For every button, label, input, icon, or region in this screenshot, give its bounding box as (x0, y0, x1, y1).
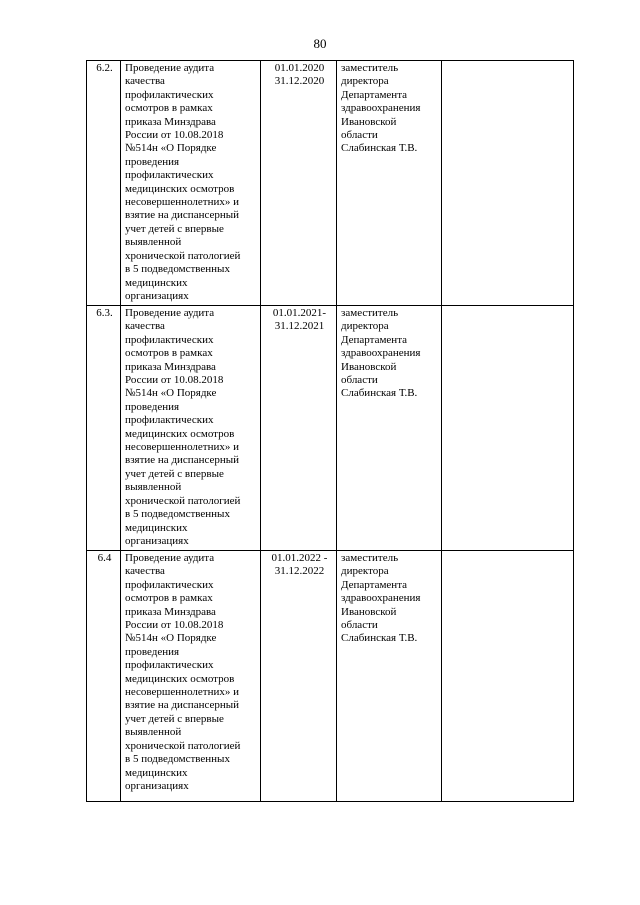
text-line: 31.12.2021 (274, 320, 325, 333)
text-line: профилактических (125, 659, 214, 672)
text-line: профилактических (125, 88, 214, 101)
text-line: хронической патологией (125, 249, 241, 262)
text-line: проведения (125, 400, 180, 413)
text-line: Ивановской (341, 605, 397, 618)
responsible (337, 551, 442, 802)
text-line: медицинских осмотров (125, 182, 235, 195)
text-line: Проведение аудита (125, 307, 215, 319)
text-line: медицинских осмотров (125, 427, 235, 440)
table-row (87, 61, 574, 306)
text-line: проведения (125, 155, 180, 168)
text-line: Проведение аудита (125, 552, 215, 564)
result-cell (442, 61, 574, 306)
text-line: профилактических (125, 414, 214, 427)
text-line: взятие на диспансерный (125, 454, 240, 467)
text-line: Департамента (341, 578, 408, 591)
text-line: медицинских осмотров (125, 672, 235, 685)
text-line: Слабинская Т.В. (341, 387, 418, 400)
table-row (87, 551, 574, 802)
deadline (261, 551, 337, 802)
text-line: области (341, 129, 378, 142)
table-row (87, 306, 574, 551)
text-line: 01.01.2020 (274, 62, 325, 74)
text-line: здравоохранения (341, 592, 421, 605)
text-line: несовершеннолетних» и (125, 441, 240, 454)
text-line: №514н «О Порядке (125, 142, 217, 155)
text-line: осмотров в рамках (125, 592, 213, 605)
item-number: 6.2. (87, 61, 121, 306)
text-line: взятие на диспансерный (125, 209, 240, 222)
text-line: в 5 подведомственных (125, 263, 230, 276)
deadline (261, 61, 337, 306)
text-line: осмотров в рамках (125, 102, 213, 115)
text-line: осмотров в рамках (125, 347, 213, 360)
text-line: взятие на диспансерный (125, 699, 240, 712)
text-line: несовершеннолетних» и (125, 196, 240, 209)
text-line: директора (341, 75, 389, 88)
text-line: медицинских (125, 766, 188, 779)
text-line: проведения (125, 645, 180, 658)
text-line: организациях (125, 289, 189, 302)
text-line: медицинских (125, 276, 188, 289)
text-line: заместитель (341, 552, 399, 564)
text-line: выявленной (125, 236, 182, 249)
text-line: качества (125, 320, 165, 333)
text-line: Слабинская Т.В. (341, 142, 418, 155)
item-number: 6.3. (87, 306, 121, 551)
text-line: директора (341, 320, 389, 333)
text-line: качества (125, 75, 165, 88)
text-line: 31.12.2022 (274, 565, 325, 578)
text-line: хронической патологией (125, 494, 241, 507)
text-line: приказа Минздрава (125, 605, 216, 618)
deadline (261, 306, 337, 551)
text-line: России от 10.08.2018 (125, 129, 224, 142)
text-line: учет детей с впервые (125, 712, 224, 725)
text-line: Проведение аудита (125, 62, 215, 74)
text-line: заместитель (341, 307, 399, 319)
text-line: заместитель (341, 62, 399, 74)
text-line: Ивановской (341, 360, 397, 373)
text-line: выявленной (125, 726, 182, 739)
text-line: профилактических (125, 578, 214, 591)
text-line: 01.01.2021- (272, 307, 327, 319)
item-number: 6.4 (87, 551, 121, 802)
activity-name (121, 61, 261, 306)
text-line: области (341, 374, 378, 387)
text-line: области (341, 619, 378, 632)
text-line: здравоохранения (341, 347, 421, 360)
text-line: в 5 подведомственных (125, 508, 230, 521)
text-line: России от 10.08.2018 (125, 619, 224, 632)
text-line: 31.12.2020 (274, 75, 325, 88)
text-line: здравоохранения (341, 102, 421, 115)
responsible (337, 306, 442, 551)
text-line: приказа Минздрава (125, 115, 216, 128)
activity-name (121, 306, 261, 551)
text-line: Слабинская Т.В. (341, 632, 418, 645)
text-line: выявленной (125, 481, 182, 494)
text-line: №514н «О Порядке (125, 632, 217, 645)
text-line: директора (341, 565, 389, 578)
text-line: организациях (125, 779, 189, 792)
text-line: 01.01.2022 - (271, 552, 328, 564)
responsible (337, 61, 442, 306)
plan-table (86, 60, 574, 802)
text-line: Департамента (341, 333, 408, 346)
text-line: хронической патологией (125, 739, 241, 752)
activity-name (121, 551, 261, 802)
page-number: 80 (313, 36, 327, 51)
text-line: России от 10.08.2018 (125, 374, 224, 387)
text-line: Департамента (341, 88, 408, 101)
text-line: в 5 подведомственных (125, 753, 230, 766)
result-cell (442, 306, 574, 551)
text-line: качества (125, 565, 165, 578)
text-line: приказа Минздрава (125, 360, 216, 373)
text-line: Ивановской (341, 115, 397, 128)
text-line: несовершеннолетних» и (125, 686, 240, 699)
text-line: учет детей с впервые (125, 467, 224, 480)
text-line: профилактических (125, 169, 214, 182)
text-line: организациях (125, 534, 189, 547)
text-line: учет детей с впервые (125, 222, 224, 235)
text-line: медицинских (125, 521, 188, 534)
text-line: профилактических (125, 333, 214, 346)
result-cell (442, 551, 574, 802)
text-line: №514н «О Порядке (125, 387, 217, 400)
